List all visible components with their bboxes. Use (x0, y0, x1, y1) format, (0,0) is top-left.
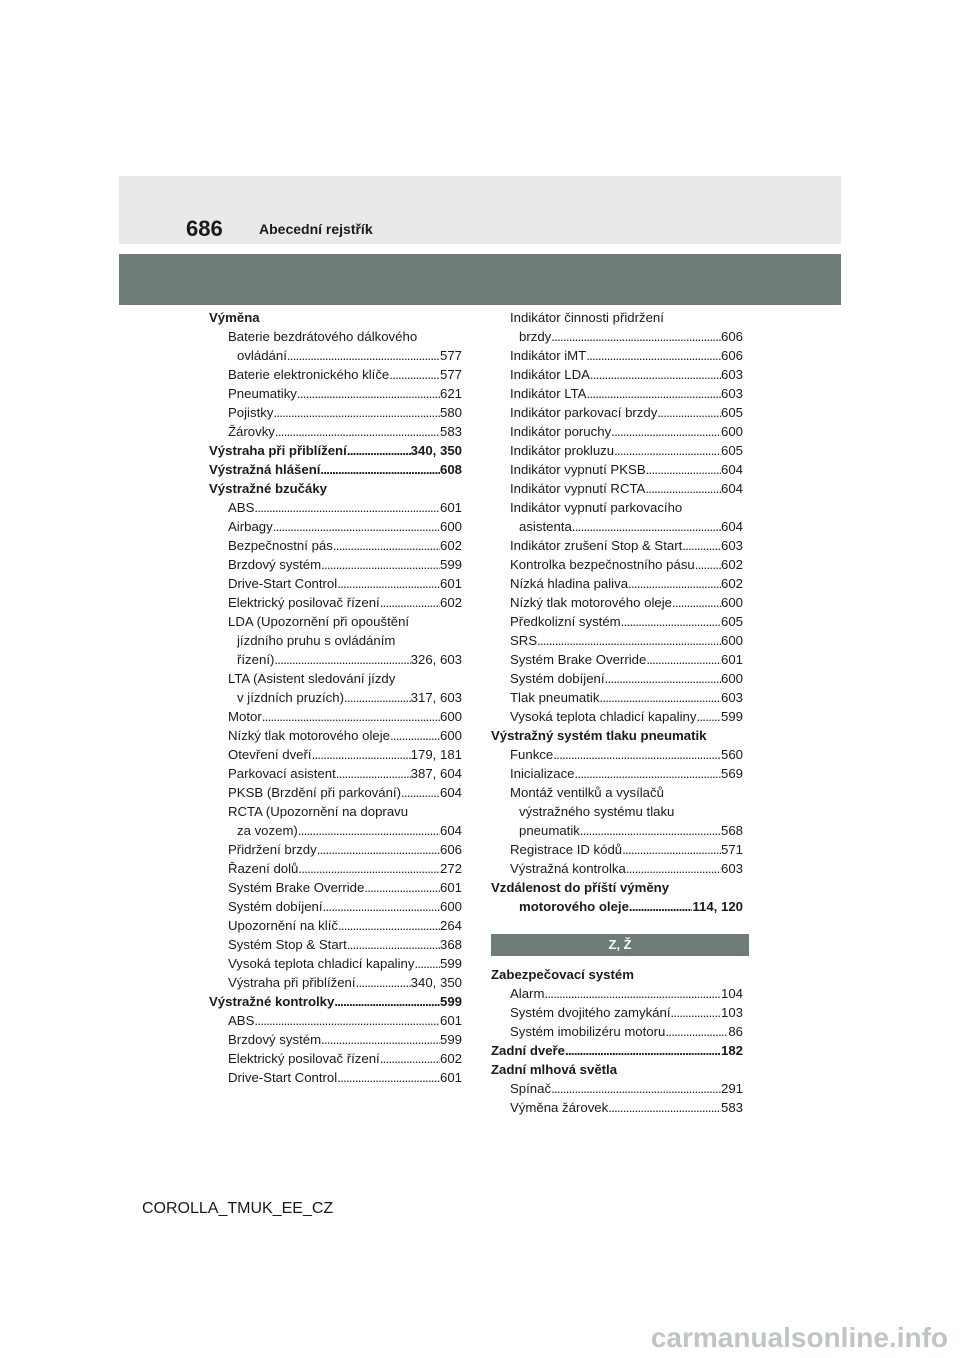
index-entry (209, 821, 462, 840)
entry-page: 291 (720, 1081, 743, 1096)
entry-text: Indikátor poruchy (510, 424, 612, 439)
entry-text: Systém dvojitého zamykání (510, 1005, 671, 1020)
index-entry (491, 422, 743, 441)
dot-leader (312, 745, 411, 764)
index-entry: jízdního pruhu s ovládáním (237, 633, 396, 648)
index-entry: Montáž ventilků a vysílačů (510, 785, 664, 800)
entry-text: motorového oleje (519, 899, 629, 914)
index-entry (491, 1079, 743, 1098)
dot-leader (334, 992, 440, 1011)
index-entry (209, 783, 462, 802)
entry-page: 605 (720, 405, 743, 420)
entry-text: Airbagy (228, 519, 273, 534)
index-entry (209, 916, 462, 935)
index-entry (491, 631, 743, 650)
entry-page: 603 (720, 386, 743, 401)
entry-text: Přidržení brzdy (228, 842, 317, 857)
index-entry: RCTA (Upozornění na dopravu (228, 804, 409, 819)
entry-text: Systém dobíjení (228, 899, 323, 914)
index-entry: Baterie bezdrátového dálkového (228, 329, 418, 344)
dot-leader (565, 1041, 721, 1060)
header-band (119, 176, 841, 244)
footer-code: COROLLA_TMUK_EE_CZ (142, 1200, 334, 1217)
dot-leader (333, 536, 440, 555)
entry-page: 603 (720, 538, 743, 553)
dot-leader (614, 441, 721, 460)
dot-leader (608, 1098, 721, 1117)
dot-leader (537, 631, 721, 650)
dot-leader (695, 555, 721, 574)
entry-text: Otevření dveří (228, 747, 312, 762)
index-entry (209, 365, 462, 384)
entry-page: 602 (439, 538, 462, 553)
index-entry (209, 726, 462, 745)
entry-page: 600 (439, 728, 462, 743)
entry-page: 600 (720, 595, 743, 610)
entry-page: 387, 604 (410, 766, 462, 781)
entry-text: Bezpečnostní pás (228, 538, 333, 553)
dot-leader (275, 422, 440, 441)
index-entry: LDA (Upozornění při opouštění (228, 614, 410, 629)
index-entry: Indikátor vypnutí parkovacího (510, 500, 683, 515)
dot-leader (356, 973, 411, 992)
dot-leader (671, 1003, 721, 1022)
index-entry (491, 984, 743, 1003)
entry-text: Parkovací asistent (228, 766, 336, 781)
index-column-left (209, 308, 462, 1087)
entry-text: asistenta (519, 519, 572, 534)
dot-leader (586, 384, 721, 403)
entry-page: 602 (439, 595, 462, 610)
index-entry (209, 897, 462, 916)
entry-text: řízení) (237, 652, 275, 667)
entry-page: 317, 603 (410, 690, 462, 705)
entry-page: 601 (439, 1070, 462, 1085)
index-entry (491, 517, 743, 536)
index-entry (209, 840, 462, 859)
entry-page: 604 (439, 823, 462, 838)
entry-text: Vysoká teplota chladicí kapaliny (510, 709, 697, 724)
index-entry (491, 346, 743, 365)
entry-page: 602 (720, 576, 743, 591)
entry-page: 114, 120 (692, 899, 743, 914)
index-column-right (491, 308, 743, 916)
entry-text: Tlak pneumatik (510, 690, 600, 705)
entry-page: 577 (439, 348, 462, 363)
entry-text: Alarm (510, 986, 545, 1001)
index-entry (209, 745, 462, 764)
index-entry (491, 897, 743, 916)
entry-text: Upozornění na klíč (228, 918, 338, 933)
dot-leader (696, 707, 721, 726)
entry-text: Výměna žárovek (510, 1100, 609, 1115)
dot-leader (287, 346, 440, 365)
index-entry: Výměna (209, 310, 260, 325)
entry-page: 603 (720, 690, 743, 705)
dot-leader (254, 1011, 440, 1030)
index-entry (209, 498, 462, 517)
entry-text: Výstražná kontrolka (510, 861, 626, 876)
entry-text: Řazení dolů (228, 861, 299, 876)
index-entry (491, 479, 743, 498)
entry-page: 606 (439, 842, 462, 857)
entry-text: Baterie elektronického klíče (228, 367, 390, 382)
index-section-z (491, 965, 743, 1117)
entry-text: Pojistky (228, 405, 274, 420)
entry-page: 600 (439, 709, 462, 724)
entry-text: Indikátor vypnutí PKSB (510, 462, 646, 477)
entry-page: 600 (439, 519, 462, 534)
entry-page: 601 (720, 652, 743, 667)
entry-page: 605 (720, 443, 743, 458)
entry-page: 599 (439, 994, 462, 1009)
index-entry (209, 859, 462, 878)
entry-page: 601 (439, 1013, 462, 1028)
entry-page: 182 (720, 1043, 743, 1058)
dot-leader (575, 764, 721, 783)
index-entry (491, 1098, 743, 1117)
dot-leader (646, 650, 721, 669)
entry-text: Vysoká teplota chladicí kapaliny (228, 956, 415, 971)
dot-leader (621, 612, 721, 631)
entry-page: 569 (720, 766, 743, 781)
entry-page: 568 (720, 823, 743, 838)
entry-text: Nízký tlak motorového oleje (510, 595, 672, 610)
watermark: carmanualsonline.info (650, 1322, 948, 1353)
index-entry (491, 821, 743, 840)
index-entry (491, 574, 743, 593)
dot-leader (599, 688, 721, 707)
dot-leader (628, 574, 721, 593)
dot-leader (321, 555, 440, 574)
entry-page: 326, 603 (410, 652, 462, 667)
dot-leader (672, 593, 721, 612)
index-entry (209, 1011, 462, 1030)
index-entry (491, 1041, 743, 1060)
index-entry (209, 764, 462, 783)
entry-page: 599 (439, 1032, 462, 1047)
index-entry (209, 935, 462, 954)
index-entry (209, 536, 462, 555)
index-entry (209, 992, 462, 1011)
entry-page: 368 (439, 937, 462, 952)
index-entry (491, 688, 743, 707)
entry-text: Indikátor zrušení Stop & Start (510, 538, 683, 553)
entry-text: Indikátor LTA (510, 386, 587, 401)
index-entry (209, 1049, 462, 1068)
entry-text: za vozem) (237, 823, 298, 838)
dot-leader (605, 669, 721, 688)
entry-page: 179, 181 (410, 747, 462, 762)
entry-text: brzdy (519, 329, 552, 344)
index-entry (209, 441, 462, 460)
index-entry (209, 574, 462, 593)
entry-page: 608 (439, 462, 462, 477)
index-entry (209, 403, 462, 422)
entry-page: 601 (439, 500, 462, 515)
entry-text: Nízký tlak motorového oleje (228, 728, 390, 743)
index-entry: výstražného systému tlaku (519, 804, 675, 819)
page-number: 686 (186, 216, 223, 241)
entry-page: 600 (439, 899, 462, 914)
dot-leader (622, 840, 721, 859)
entry-page: 340, 350 (410, 975, 462, 990)
entry-page: 603 (720, 861, 743, 876)
entry-page: 600 (720, 633, 743, 648)
dot-leader (645, 479, 721, 498)
dot-leader (298, 821, 440, 840)
dot-leader (364, 878, 440, 897)
entry-text: Žárovky (228, 424, 275, 439)
entry-text: Spínač (510, 1081, 552, 1096)
dot-leader (337, 574, 440, 593)
dot-leader (611, 422, 721, 441)
entry-text: Výstražná hlášení (209, 462, 321, 477)
index-entry (209, 384, 462, 403)
entry-page: 580 (439, 405, 462, 420)
dot-leader (629, 897, 692, 916)
entry-text: Indikátor vypnutí RCTA (510, 481, 646, 496)
entry-text: Indikátor iMT (510, 348, 587, 363)
dot-leader (273, 517, 440, 536)
entry-text: SRS (510, 633, 538, 648)
dot-leader (317, 840, 440, 859)
entry-text: Výstražné kontrolky (209, 994, 335, 1009)
entry-page: 272 (439, 861, 462, 876)
entry-text: Pneumatiky (228, 386, 297, 401)
index-entry (491, 764, 743, 783)
entry-page: 599 (439, 956, 462, 971)
entry-text: Brzdový systém (228, 1032, 322, 1047)
entry-page: 571 (720, 842, 743, 857)
entry-text: Elektrický posilovač řízení (228, 1051, 380, 1066)
entry-page: 621 (439, 386, 462, 401)
entry-page: 264 (439, 918, 462, 933)
entry-text: Nízká hladina paliva (510, 576, 629, 591)
entry-text: Drive-Start Control (228, 576, 338, 591)
entry-text: Motor (228, 709, 262, 724)
index-entry (209, 1030, 462, 1049)
dot-leader (390, 726, 440, 745)
dot-leader (344, 688, 411, 707)
dot-leader (551, 327, 721, 346)
dot-leader (553, 745, 721, 764)
entry-page: 600 (720, 671, 743, 686)
dot-leader (347, 441, 411, 460)
dot-leader (336, 764, 411, 783)
index-entry (491, 536, 743, 555)
dot-leader (665, 1022, 728, 1041)
entry-text: Systém imobilizéru motoru (510, 1024, 666, 1039)
index-entry (491, 840, 743, 859)
entry-text: Drive-Start Control (228, 1070, 338, 1085)
index-entry (209, 650, 462, 669)
index-entry: Indikátor činnosti přidržení (510, 310, 664, 325)
dot-leader (401, 783, 440, 802)
index-entry (209, 954, 462, 973)
dot-leader (380, 1049, 440, 1068)
dot-leader (626, 859, 721, 878)
entry-text: ovládání (237, 348, 287, 363)
dot-leader (321, 1030, 440, 1049)
dot-leader (273, 403, 440, 422)
dot-leader (320, 460, 440, 479)
dot-leader (646, 460, 721, 479)
entry-text: Výstraha při přiblížení (228, 975, 356, 990)
dot-leader (347, 935, 440, 954)
entry-text: Zadní dveře (491, 1043, 566, 1058)
dot-leader (262, 707, 440, 726)
entry-page: 583 (439, 424, 462, 439)
entry-page: 606 (720, 329, 743, 344)
entry-text: Výstraha při přiblížení (209, 443, 347, 458)
dot-leader (544, 984, 721, 1003)
index-entry (491, 555, 743, 574)
entry-text: Funkce (510, 747, 554, 762)
dot-leader (590, 365, 721, 384)
entry-page: 599 (439, 557, 462, 572)
index-entry: Výstražný systém tlaku pneumatik (491, 728, 707, 743)
index-entry (491, 669, 743, 688)
index-entry (491, 403, 743, 422)
dot-leader (274, 650, 410, 669)
entry-page: 601 (439, 880, 462, 895)
entry-page: 604 (720, 462, 743, 477)
entry-text: ABS (228, 500, 255, 515)
index-entry (491, 384, 743, 403)
entry-text: Indikátor LDA (510, 367, 590, 382)
index-entry (209, 878, 462, 897)
index-entry (491, 1003, 743, 1022)
index-entry (209, 1068, 462, 1087)
entry-text: Systém dobíjení (510, 671, 605, 686)
index-entry (209, 460, 462, 479)
entry-page: 605 (720, 614, 743, 629)
entry-page: 103 (720, 1005, 743, 1020)
index-entry (209, 973, 462, 992)
index-entry (491, 612, 743, 631)
index-entry (209, 555, 462, 574)
page-title: Abecední rejstřík (259, 221, 373, 237)
entry-page: 601 (439, 576, 462, 591)
index-entry: Zadní mlhová světla (491, 1062, 618, 1077)
entry-page: 606 (720, 348, 743, 363)
dot-leader (551, 1079, 721, 1098)
index-entry (491, 707, 743, 726)
index-entry (209, 707, 462, 726)
entry-text: Systém Stop & Start (228, 937, 347, 952)
index-entry: Zabezpečovací systém (491, 967, 634, 982)
index-entry: Vzdálenost do příští výměny (491, 880, 670, 895)
entry-text: Indikátor prokluzu (510, 443, 615, 458)
entry-page: 104 (720, 986, 743, 1001)
entry-text: Kontrolka bezpečnostního pásu (510, 557, 695, 572)
index-entry (209, 517, 462, 536)
index-entry (491, 593, 743, 612)
index-entry (491, 650, 743, 669)
entry-text: Registrace ID kódů (510, 842, 623, 857)
entry-page: 560 (720, 747, 743, 762)
dot-leader (389, 365, 440, 384)
index-entry (491, 327, 743, 346)
dot-leader (682, 536, 721, 555)
index-entry (209, 688, 462, 707)
entry-page: 340, 350 (410, 443, 462, 458)
entry-text: Systém Brake Override (510, 652, 647, 667)
entry-text: Předkolizní systém (510, 614, 621, 629)
entry-text: ABS (228, 1013, 255, 1028)
index-entry (491, 1022, 743, 1041)
entry-page: 604 (720, 519, 743, 534)
dot-leader (298, 859, 440, 878)
entry-text: Systém Brake Override (228, 880, 365, 895)
entry-text: Inicializace (510, 766, 575, 781)
chapter-band (119, 254, 841, 305)
dot-leader (572, 517, 721, 536)
entry-page: 86 (728, 1024, 743, 1039)
dot-leader (380, 593, 440, 612)
dot-leader (338, 916, 440, 935)
index-entry (209, 593, 462, 612)
entry-text: PKSB (Brzdění při parkování) (228, 785, 401, 800)
entry-page: 599 (720, 709, 743, 724)
dot-leader (297, 384, 440, 403)
dot-leader (580, 821, 721, 840)
entry-page: 600 (720, 424, 743, 439)
dot-leader (254, 498, 440, 517)
dot-leader (337, 1068, 440, 1087)
index-entry (209, 346, 462, 365)
section-heading-z: Z, Ž (491, 934, 749, 956)
entry-page: 583 (720, 1100, 743, 1115)
index-entry: LTA (Asistent sledování jízdy (228, 671, 396, 686)
index-entry (491, 441, 743, 460)
index-entry (209, 422, 462, 441)
entry-text: Elektrický posilovač řízení (228, 595, 380, 610)
dot-leader (323, 897, 440, 916)
entry-page: 602 (720, 557, 743, 572)
dot-leader (586, 346, 721, 365)
index-entry (491, 859, 743, 878)
dot-leader (414, 954, 440, 973)
entry-page: 604 (720, 481, 743, 496)
index-entry: Výstražné bzučáky (209, 481, 328, 496)
entry-text: pneumatik (519, 823, 580, 838)
entry-page: 577 (439, 367, 462, 382)
entry-page: 603 (720, 367, 743, 382)
entry-page: 602 (439, 1051, 462, 1066)
entry-text: Indikátor parkovací brzdy (510, 405, 658, 420)
entry-text: v jízdních pruzích) (237, 690, 345, 705)
index-entry (491, 745, 743, 764)
dot-leader (657, 403, 721, 422)
index-entry (491, 460, 743, 479)
entry-text: Brzdový systém (228, 557, 322, 572)
entry-page: 604 (439, 785, 462, 800)
index-entry (491, 365, 743, 384)
